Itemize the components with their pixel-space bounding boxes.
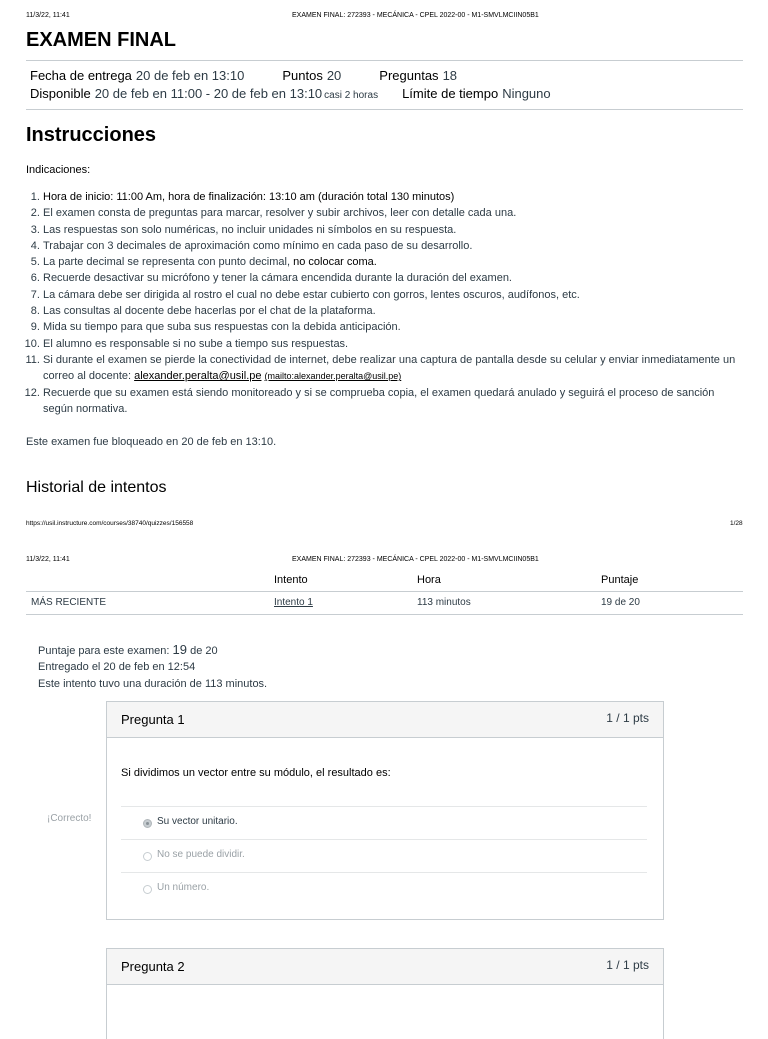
radio-icon[interactable] [143,885,152,894]
quiz-meta-row-2 [30,86,551,101]
questions-value: 18 [442,68,458,83]
instruction-item: 11. Si durante el examen se pierde la conectividad de internet, debe realizar una captura de pantalla desde su celular y enviar inmediatamente un correo al docente: alexander.peralta@usil.pe (mailto:alexander.peralta@usil.pe) [43,352,743,385]
duration-line: Este intento tuvo una duración de 113 minutos. [38,678,268,690]
score-line [38,642,218,657]
history-heading: Historial de intentos [26,479,167,496]
row-label: MÁS RECIENTE [31,597,107,608]
instruction-item: 10. El alumno es responsable si no sube a tiempo sus respuestas. [43,336,743,352]
radio-selected-icon[interactable] [143,819,152,828]
answer-option[interactable] [121,806,647,839]
teacher-email-link[interactable]: alexander.peralta@usil.pe [134,370,262,383]
print-page-number: 1/28 [730,520,743,527]
instruction-item: 12. Recuerde que su examen está siendo monitoreado y si se comprueba copia, el examen quedará anulado y seguirá el proceso de sanción según normativa. [43,385,743,418]
decimal-emphasis: no colocar coma. [293,256,377,269]
answer-label: Un número. [157,882,210,893]
answer-option[interactable] [121,872,647,905]
instruction-item: 6. Recuerde desactivar su micrófono y tener la cámara encendida durante la duración del examen. [43,270,743,286]
radio-icon[interactable] [143,852,152,861]
question-2-card [106,948,664,1039]
question-1-points: 1 / 1 pts [606,711,649,725]
score-total: de 20 [190,645,218,657]
answer-label: Su vector unitario. [157,816,238,827]
instructions-list [43,189,743,417]
attempt-link[interactable]: Intento 1 [274,597,313,608]
divider [26,60,743,61]
points-label: Puntos [282,68,323,83]
teacher-mailto-link[interactable]: (mailto:alexander.peralta@usil.pe) [264,371,402,382]
print-url: https://usil.instructure.com/courses/38740/quizzes/156558 [26,520,194,527]
page-title: EXAMEN FINAL [26,29,176,51]
instructions-heading: Instrucciones [26,124,157,146]
table-row [26,592,743,614]
quiz-meta-row-1 [30,68,495,83]
instructions-subheading: Indicaciones: [26,164,91,176]
attempt-score: 19 de 20 [601,597,640,608]
blocked-note: Este examen fue bloqueado en 20 de feb en 13:10. [26,436,277,448]
question-1-text: Si dividimos un vector entre su módulo, el resultado es: [121,767,391,779]
instruction-item: 7. La cámara debe ser dirigida al rostro el cual no debe estar cubierto con gorros, lentes oscuros, audífonos, etc. [43,287,743,303]
attempt-time: 113 minutos [417,597,471,608]
time-limit-label: Límite de tiempo [402,86,499,101]
question-1-header [107,702,663,738]
instruction-item: 8. Las consultas al docente debe hacerlas por el chat de la plataforma. [43,303,743,319]
score-label: Puntaje para este examen: [38,645,170,657]
question-2-header [107,949,663,985]
print-datetime: 11/3/22, 11:41 [26,12,70,19]
question-2-points: 1 / 1 pts [606,958,649,972]
question-1-title: Pregunta 1 [121,712,185,727]
available-value: 20 de feb en 11:00 - 20 de feb en 13:10 [94,86,323,101]
answer-label: No se puede dividir. [157,849,245,860]
print-datetime: 11/3/22, 11:41 [26,556,70,563]
answer-option[interactable] [121,839,647,872]
due-label: Fecha de entrega [30,68,132,83]
correct-tag: ¡Correcto! [47,813,92,824]
questions-label: Preguntas [379,68,439,83]
points-value: 20 [326,68,342,83]
due-value: 20 de feb en 13:10 [135,68,245,83]
available-note: casi 2 horas [324,90,379,101]
available-label: Disponible [30,86,91,101]
print-course-title: EXAMEN FINAL: 272393 - MECÁNICA - CPEL 2022-00 - M1-SMVLMCIIN05B1 [292,12,539,19]
score-value: 19 [172,642,188,657]
col-header-score: Puntaje [601,574,639,586]
print-course-title: EXAMEN FINAL: 272393 - MECÁNICA - CPEL 2022-00 - M1-SMVLMCIIN05B1 [292,556,539,563]
question-1-card [106,701,664,920]
instruction-item: 5. La parte decimal se representa con punto decimal, no colocar coma. [43,254,743,270]
time-limit-value: Ninguno [502,86,551,101]
table-row-divider [26,614,743,615]
col-header-attempt: Intento [274,574,308,586]
instruction-item: 3. Las respuestas son solo numéricas, no incluir unidades ni símbolos en su respuesta. [43,222,743,238]
instruction-item: 4. Trabajar con 3 decimales de aproximación como mínimo en cada paso de su desarrollo. [43,238,743,254]
instruction-item: 2. El examen consta de preguntas para marcar, resolver y subir archivos, leer con detalle cada una. [43,205,743,221]
instruction-item: 9. Mida su tiempo para que suba sus respuestas con la debida anticipación. [43,319,743,335]
divider [26,109,743,110]
col-header-time: Hora [417,574,441,586]
submitted-line: Entregado el 20 de feb en 12:54 [38,661,196,673]
instruction-item: 1. Hora de inicio: 11:00 Am, hora de finalización: 13:10 am (duración total 130 minutos) [43,189,743,205]
question-2-title: Pregunta 2 [121,959,185,974]
